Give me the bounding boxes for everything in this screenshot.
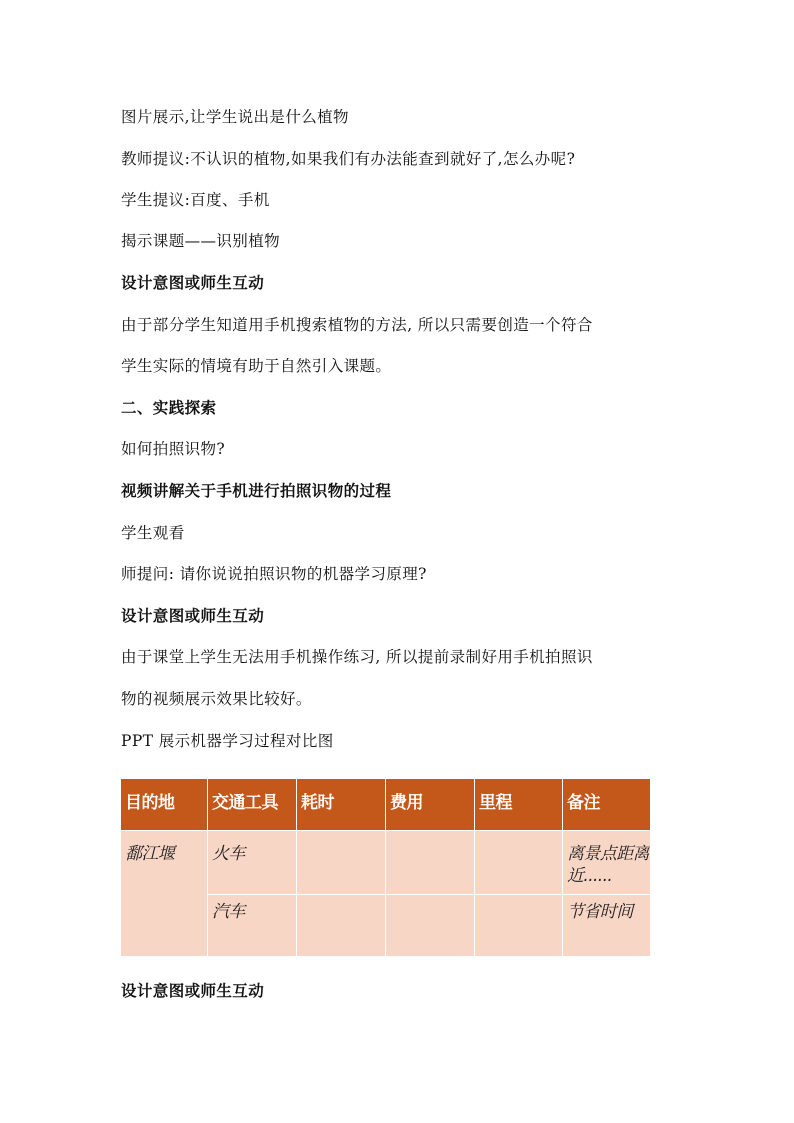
column-header-vehicle: 交通工具 [208,779,297,831]
table-row [121,831,651,895]
cell-time [297,831,386,895]
cell-note: 离景点距离近...... [563,831,651,895]
cell-vehicle: 汽车 [208,895,297,957]
paragraph: 教师提议:不认识的植物,如果我们有办法能查到就好了,怎么办呢? [121,150,576,168]
column-header-time: 耗时 [297,779,386,831]
paragraph: 揭示课题——识别植物 [121,232,281,250]
cell-vehicle: 火车 [208,831,297,895]
travel-comparison-table [120,778,651,957]
paragraph: 由于部分学生知道用手机搜索植物的方法, 所以只需要创造一个符合 [121,316,593,334]
paragraph: 图片展示,让学生说出是什么植物 [121,108,349,126]
paragraph: 物的视频展示效果比较好。 [121,690,312,708]
column-header-destination: 目的地 [121,779,208,831]
section-heading: 二、实践探索 [121,398,217,417]
paragraph: 由于课堂上学生无法用手机操作练习, 所以提前录制好用手机拍照识 [121,648,593,666]
paragraph: 学生提议:百度、手机 [121,191,270,209]
cell-cost [386,895,475,957]
section-heading: 设计意图或师生互动 [121,606,265,625]
paragraph: 如何拍照识物? [121,440,226,458]
section-heading: 设计意图或师生互动 [121,273,265,292]
paragraph: 学生观看 [121,524,185,542]
paragraph: 学生实际的情境有助于自然引入课题。 [121,357,392,375]
paragraph: 师提问: 请你说说拍照识物的机器学习原理? [121,565,427,583]
cell-time [297,895,386,957]
cell-note: 节省时间 [563,895,651,957]
paragraph: PPT 展示机器学习过程对比图 [121,732,334,750]
cell-distance [475,895,563,957]
cell-cost [386,831,475,895]
section-heading: 视频讲解关于手机进行拍照识物的过程 [121,481,392,500]
cell-distance [475,831,563,895]
section-heading: 设计意图或师生互动 [121,981,265,1000]
column-header-note: 备注 [563,779,651,831]
cell-destination: 鄱江堰 [121,831,208,957]
column-header-cost: 费用 [386,779,475,831]
table-header-row [121,779,651,831]
column-header-distance: 里程 [475,779,563,831]
